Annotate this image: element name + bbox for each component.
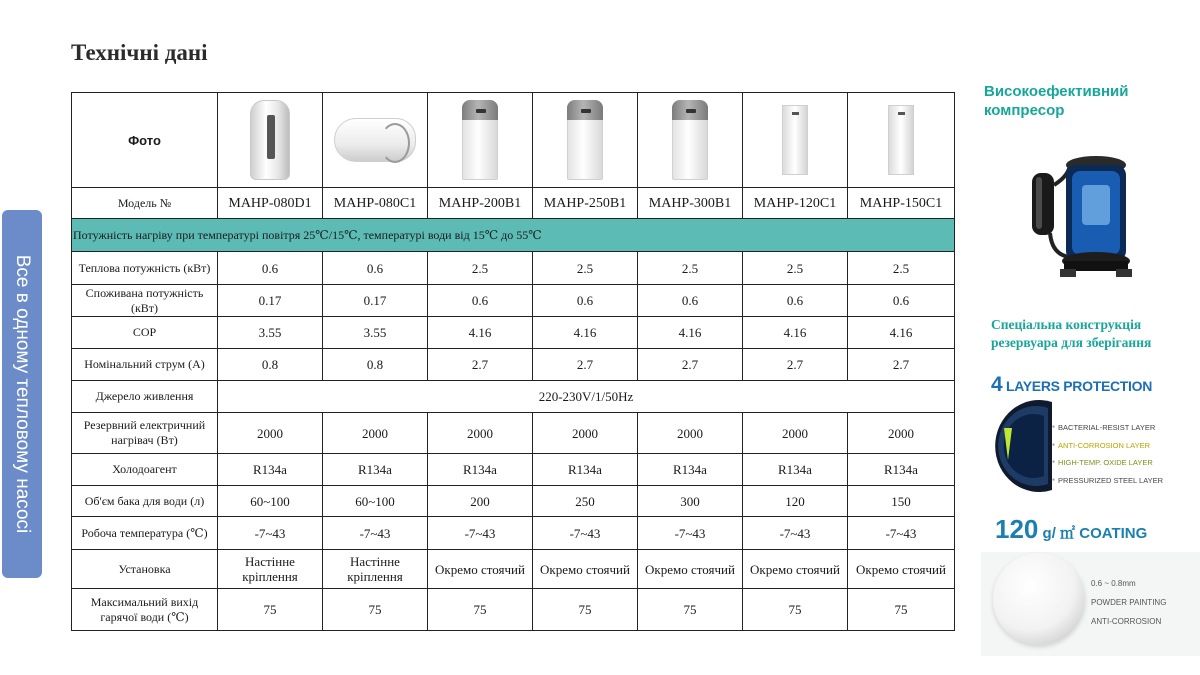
coating-specs xyxy=(1091,574,1166,631)
table-cell: 150 xyxy=(848,486,955,517)
layer-list xyxy=(1052,419,1163,489)
table-cell: R134a xyxy=(323,454,428,486)
compressor-title: Високоефективний компресор xyxy=(984,83,1129,119)
layers-text: LAYERS PROTECTION xyxy=(1002,378,1153,394)
table-cell: 4.16 xyxy=(533,317,638,349)
table-cell: -7~43 xyxy=(743,517,848,550)
photo-label: Фото xyxy=(72,93,218,188)
coating-sphere-icon xyxy=(993,553,1085,645)
table-cell: 0.6 xyxy=(323,252,428,285)
table-cell: 2.5 xyxy=(743,252,848,285)
model-cell: MAHP-300B1 xyxy=(638,188,743,219)
coating-spec: POWDER PAINTING xyxy=(1091,598,1167,607)
layers-number: 4 xyxy=(991,373,1003,396)
compressor-icon xyxy=(1030,145,1140,280)
conditions-band xyxy=(72,219,955,252)
table-cell: 2000 xyxy=(638,413,743,454)
model-cell: MAHP-080D1 xyxy=(218,188,323,219)
heat-pump-tower-icon xyxy=(462,100,498,180)
cylinder-heater-icon xyxy=(250,100,290,180)
table-cell: Окремо стоячий xyxy=(533,550,638,589)
table-cell: 120 xyxy=(743,486,848,517)
table-cell: 2.7 xyxy=(638,349,743,381)
model-row xyxy=(72,188,955,219)
table-cell: 300 xyxy=(638,486,743,517)
coating-word: COATING xyxy=(1079,525,1148,542)
model-cell: MAHP-120C1 xyxy=(743,188,848,219)
table-row xyxy=(72,381,955,413)
table-cell: 0.6 xyxy=(218,252,323,285)
table-row xyxy=(72,517,955,550)
table-row xyxy=(72,454,955,486)
coating-title xyxy=(995,514,1147,545)
table-cell: 0.6 xyxy=(428,285,533,317)
table-row xyxy=(72,285,955,317)
heat-pump-tower-icon xyxy=(672,100,708,180)
table-row xyxy=(72,550,955,589)
power-supply-value: 220-230V/1/50Hz xyxy=(218,381,955,413)
table-cell: R134a xyxy=(743,454,848,486)
table-cell: 2.7 xyxy=(428,349,533,381)
table-cell: 60~100 xyxy=(323,486,428,517)
model-cell: MAHP-150C1 xyxy=(848,188,955,219)
row-label: Номінальний струм (А) xyxy=(72,349,218,381)
horizontal-heater-icon xyxy=(334,118,416,162)
model-label: Модель № xyxy=(72,188,218,219)
tank-title: Спеціальна конструкція резервуара для зберігання xyxy=(991,317,1152,350)
table-cell: 0.6 xyxy=(848,285,955,317)
table-cell: -7~43 xyxy=(848,517,955,550)
model-cell: MAHP-200B1 xyxy=(428,188,533,219)
slim-unit-icon xyxy=(782,105,808,175)
table-cell: 2.7 xyxy=(533,349,638,381)
table-cell: 0.8 xyxy=(218,349,323,381)
coating-spec: ANTI-CORROSION xyxy=(1091,617,1162,626)
table-cell: -7~43 xyxy=(218,517,323,550)
table-cell: 75 xyxy=(533,589,638,631)
table-cell: 75 xyxy=(638,589,743,631)
layer-item: ● PRESSURIZED STEEL LAYER xyxy=(1052,472,1163,490)
table-cell: 60~100 xyxy=(218,486,323,517)
row-label: Холодоагент xyxy=(72,454,218,486)
table-cell: -7~43 xyxy=(323,517,428,550)
table-cell: 2000 xyxy=(533,413,638,454)
table-cell: 2.5 xyxy=(848,252,955,285)
heat-pump-tower-icon xyxy=(567,100,603,180)
row-label: Установка xyxy=(72,550,218,589)
layer-item: ● BACTERIAL-RESIST LAYER xyxy=(1052,419,1163,437)
table-cell: R134a xyxy=(428,454,533,486)
table-cell: R134a xyxy=(638,454,743,486)
table-cell: 0.6 xyxy=(743,285,848,317)
table-cell: 75 xyxy=(428,589,533,631)
side-tab-label: Все в одному тепловому насосі xyxy=(12,254,33,534)
table-cell: -7~43 xyxy=(533,517,638,550)
table-cell: 4.16 xyxy=(638,317,743,349)
table-cell: 4.16 xyxy=(428,317,533,349)
coating-unit: g/ ㎡ xyxy=(1038,525,1076,542)
row-label: Споживана потужність (кВт) xyxy=(72,285,218,317)
table-cell: -7~43 xyxy=(428,517,533,550)
layers-protection-title xyxy=(991,373,1152,397)
layer-item: ● HIGH-TEMP. OXIDE LAYER xyxy=(1052,454,1163,472)
table-cell: 2.5 xyxy=(428,252,533,285)
coating-spec: 0.6 ~ 0.8mm xyxy=(1091,579,1136,588)
table-cell: 2.5 xyxy=(533,252,638,285)
table-cell: 0.17 xyxy=(218,285,323,317)
table-cell: R134a xyxy=(848,454,955,486)
table-row xyxy=(72,413,955,454)
row-label: COP xyxy=(72,317,218,349)
table-cell: 4.16 xyxy=(743,317,848,349)
table-cell: 0.6 xyxy=(533,285,638,317)
row-label: Об'єм бака для води (л) xyxy=(72,486,218,517)
table-cell: Окремо стоячий xyxy=(848,550,955,589)
table-cell: 2.7 xyxy=(743,349,848,381)
table-cell: -7~43 xyxy=(638,517,743,550)
table-cell: R134a xyxy=(533,454,638,486)
conditions-text: Потужність нагріву при температурі повітря 25℃/15℃, температурі води від 15℃ до 55℃ xyxy=(72,219,955,252)
table-cell: 3.55 xyxy=(218,317,323,349)
table-cell: Окремо стоячий xyxy=(428,550,533,589)
table-cell: 3.55 xyxy=(323,317,428,349)
row-label: Теплова потужність (кВт) xyxy=(72,252,218,285)
table-cell: 200 xyxy=(428,486,533,517)
table-cell: 2000 xyxy=(848,413,955,454)
page-title: Технічні дані xyxy=(71,40,208,65)
table-cell: 2.7 xyxy=(848,349,955,381)
layer-item: ● ANTI-CORROSION LAYER xyxy=(1052,437,1163,455)
table-cell: 4.16 xyxy=(848,317,955,349)
spec-table xyxy=(71,92,955,631)
table-cell: 75 xyxy=(218,589,323,631)
table-cell: Настінне кріплення xyxy=(218,550,323,589)
table-cell: 0.8 xyxy=(323,349,428,381)
table-row xyxy=(72,317,955,349)
table-row xyxy=(72,349,955,381)
table-cell: 0.6 xyxy=(638,285,743,317)
table-cell: 2.5 xyxy=(638,252,743,285)
table-cell: 2000 xyxy=(218,413,323,454)
slim-unit-icon xyxy=(888,105,914,175)
table-row xyxy=(72,252,955,285)
table-cell: 2000 xyxy=(743,413,848,454)
table-cell: 250 xyxy=(533,486,638,517)
row-label: Робоча температура (℃) xyxy=(72,517,218,550)
coating-number: 120 xyxy=(995,514,1039,544)
model-cell: MAHP-080C1 xyxy=(323,188,428,219)
table-row xyxy=(72,589,955,631)
table-cell: 75 xyxy=(323,589,428,631)
table-row xyxy=(72,486,955,517)
side-tab[interactable] xyxy=(2,210,42,578)
table-cell: 75 xyxy=(743,589,848,631)
table-cell: 75 xyxy=(848,589,955,631)
row-label: Максимальний вихід гарячої води (℃) xyxy=(72,589,218,631)
row-label: Джерело живлення xyxy=(72,381,218,413)
table-cell: Окремо стоячий xyxy=(638,550,743,589)
row-label: Резервний електричний нагрівач (Вт) xyxy=(72,413,218,454)
table-cell: Окремо стоячий xyxy=(743,550,848,589)
model-cell: MAHP-250B1 xyxy=(533,188,638,219)
table-cell: 2000 xyxy=(323,413,428,454)
table-cell: R134a xyxy=(218,454,323,486)
tank-layers-icon xyxy=(990,398,1060,494)
table-cell: 0.17 xyxy=(323,285,428,317)
photo-row xyxy=(72,93,955,188)
table-cell: 2000 xyxy=(428,413,533,454)
table-cell: Настінне кріплення xyxy=(323,550,428,589)
